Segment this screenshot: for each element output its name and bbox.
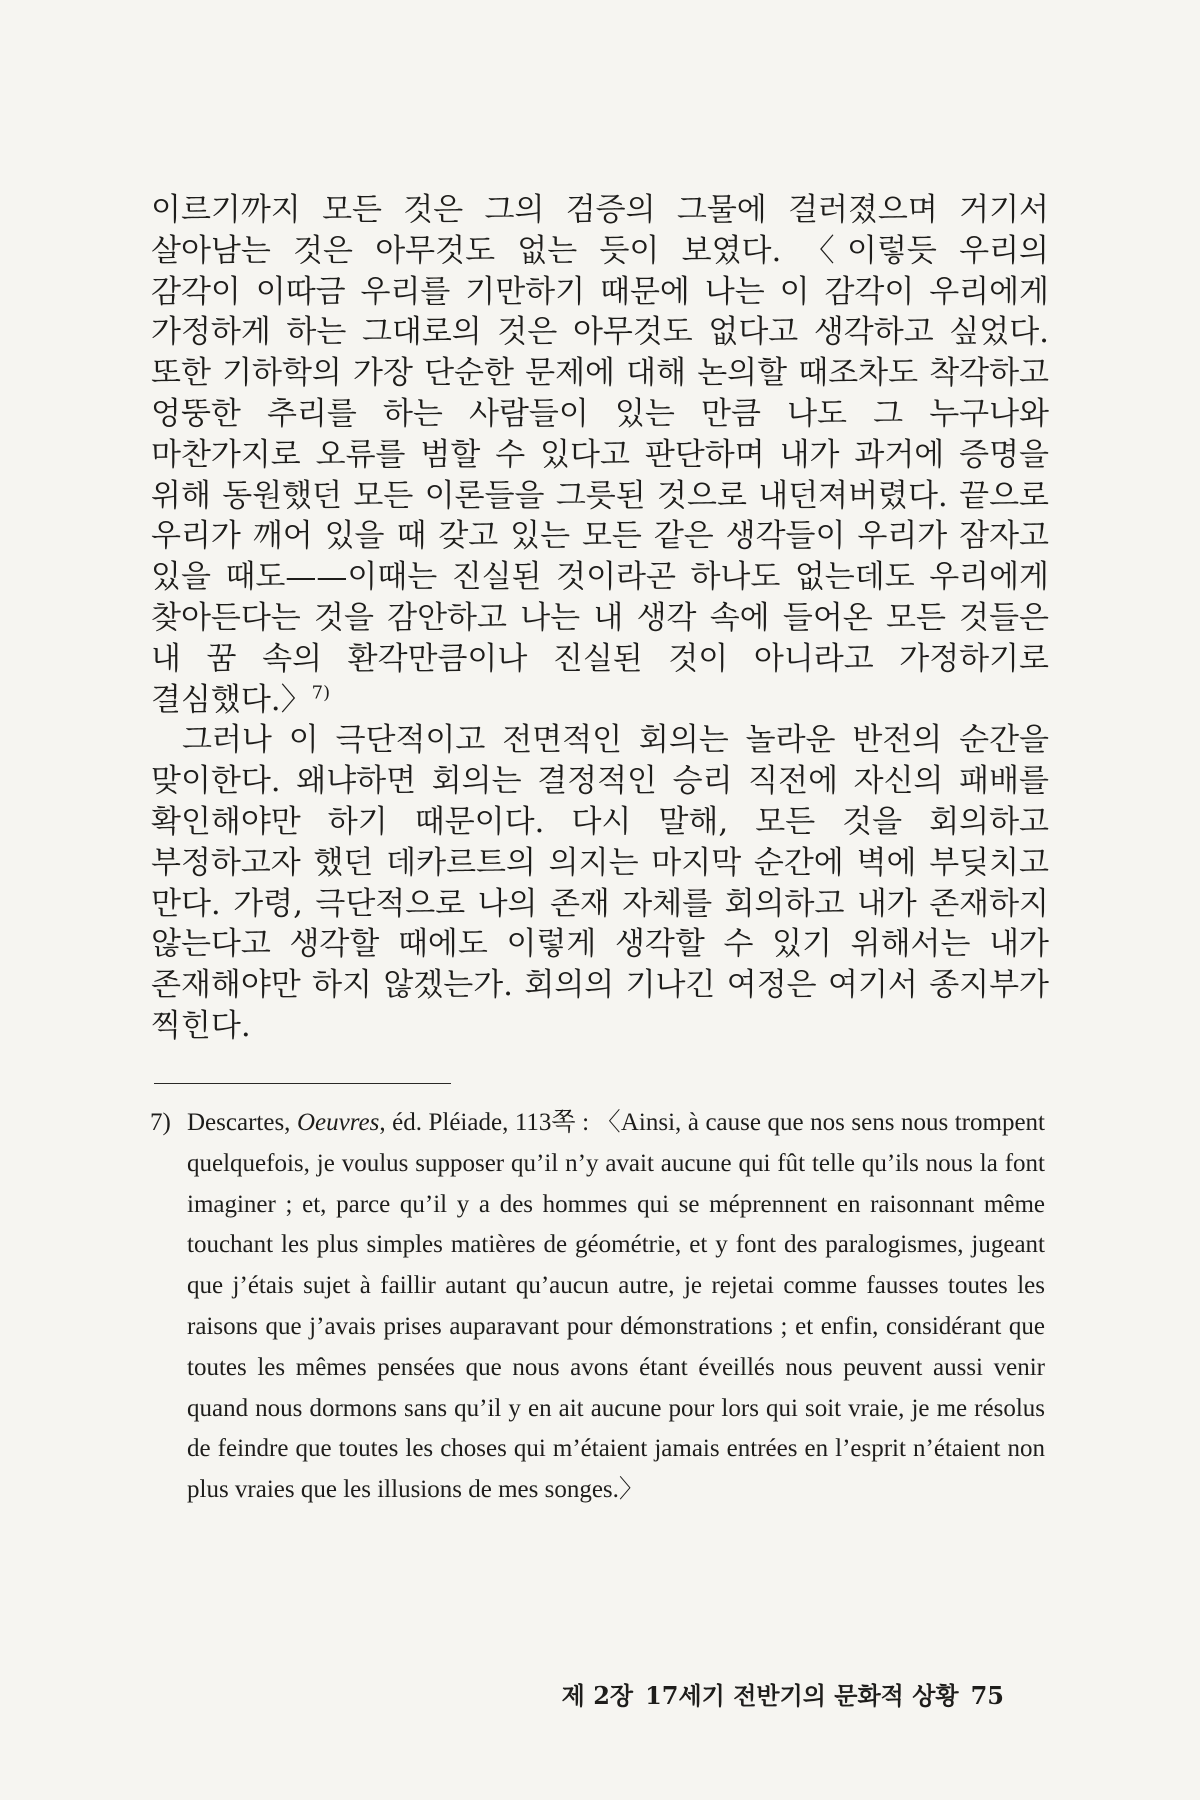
- footnote-quote: 〈Ainsi, à cause que nos sens nous trompent quelquefois, je voulus supposer qu’il n’y avait aucune qui fût telle qu’ils nous la font imaginer ; et, parce qu’il y a des hommes qui se méprennent en raisonnant même touchant les plus simples matières de géométrie, et y font des paralogismes, jugeant que j’étais sujet à faillir autant qu’aucun autre, je rejetai comme fausses toutes les raisons que j’avais prises auparavant pour démonstrations ; et enfin, considérant que toutes les mêmes pensées que nous avons étant éveillés nous peuvent aussi venir quand nous dormons sans qu’il y en ait aucune pour lors qui soit vraie, je me résolus de feindre que toutes les choses qui m’étaient jamais entrées en l’esprit n’étaient non plus vraies que les illusions de mes songes.〉: [187, 1109, 1045, 1504]
- page-number: 75: [970, 1681, 1004, 1710]
- footnote: [150, 1103, 1045, 1511]
- footnote-edition: , éd. Pléiade, 113쪽 :: [379, 1109, 596, 1136]
- paragraph-text: 이르기까지 모든 것은 그의 검증의 그물에 걸러졌으며 거기서 살아남는 것은 아무것도 없는 듯이 보였다. 〈이렇듯 우리의 감각이 이따금 우리를 기만하기 때문에 나는 이 감각이 우리에게 가정하게 하는 그대로의 것은 아무것도 없다고 생각하고 싶었다. 또한 기하학의 가장 단순한 문제에 대해 논의할 때조차도 착각하고 엉뚱한 추리를 하는 사람들이 있는 만큼 나도 그 누구나와 마찬가지로 오류를 범할 수 있다고 판단하며 내가 과거에 증명을 위해 동원했던 모든 이론들을 그릇된 것으로 내던져버렸다. 끝으로 우리가 깨어 있을 때 갖고 있는 모든 같은 생각들이 우리가 잠자고 있을 때도——이때는 진실된 것이라곤 하나도 없는데도 우리에게 찾아든다는 것을 감안하고 나는 내 생각 속에 들어온 모든 것들은 내 꿈 속의 환각만큼이나 진실된 것이 아니라고 가정하기로 결심했다.〉: [151, 192, 1049, 718]
- footnote-divider: [154, 1083, 451, 1084]
- footnote-reference: 7): [311, 682, 331, 704]
- footnote-number: 7): [150, 1109, 171, 1136]
- main-text: [151, 190, 1049, 1047]
- paragraph: 그러나 이 극단적이고 전면적인 회의는 놀라운 반전의 순간을 맞이한다. 왜냐하면 회의는 결정적인 승리 직전에 자신의 패배를 확인해야만 하기 때문이다. 다시 말해, 모든 것을 회의하고 부정하고자 했던 데카르트의 의지는 마지막 순간에 벽에 부딪치고 만다. 가령, 극단적으로 나의 존재 자체를 회의하고 내가 존재하지 않는다고 생각할 때에도 이렇게 생각할 수 있기 위해서는 내가 존재해야만 하지 않겠는가. 회의의 기나긴 여정은 여기서 종지부가 찍힌다.: [151, 722, 1049, 1044]
- paragraph: [151, 190, 1049, 720]
- footer-title: 17세기 전반기의 문화적 상황: [645, 1681, 959, 1710]
- footnote-work-title: Oeuvres: [296, 1109, 380, 1136]
- footnote-author: Descartes,: [187, 1109, 291, 1136]
- footnote-text: [187, 1103, 1045, 1511]
- running-footer: [562, 1681, 1004, 1711]
- footer-chapter: 제 2장: [561, 1681, 634, 1710]
